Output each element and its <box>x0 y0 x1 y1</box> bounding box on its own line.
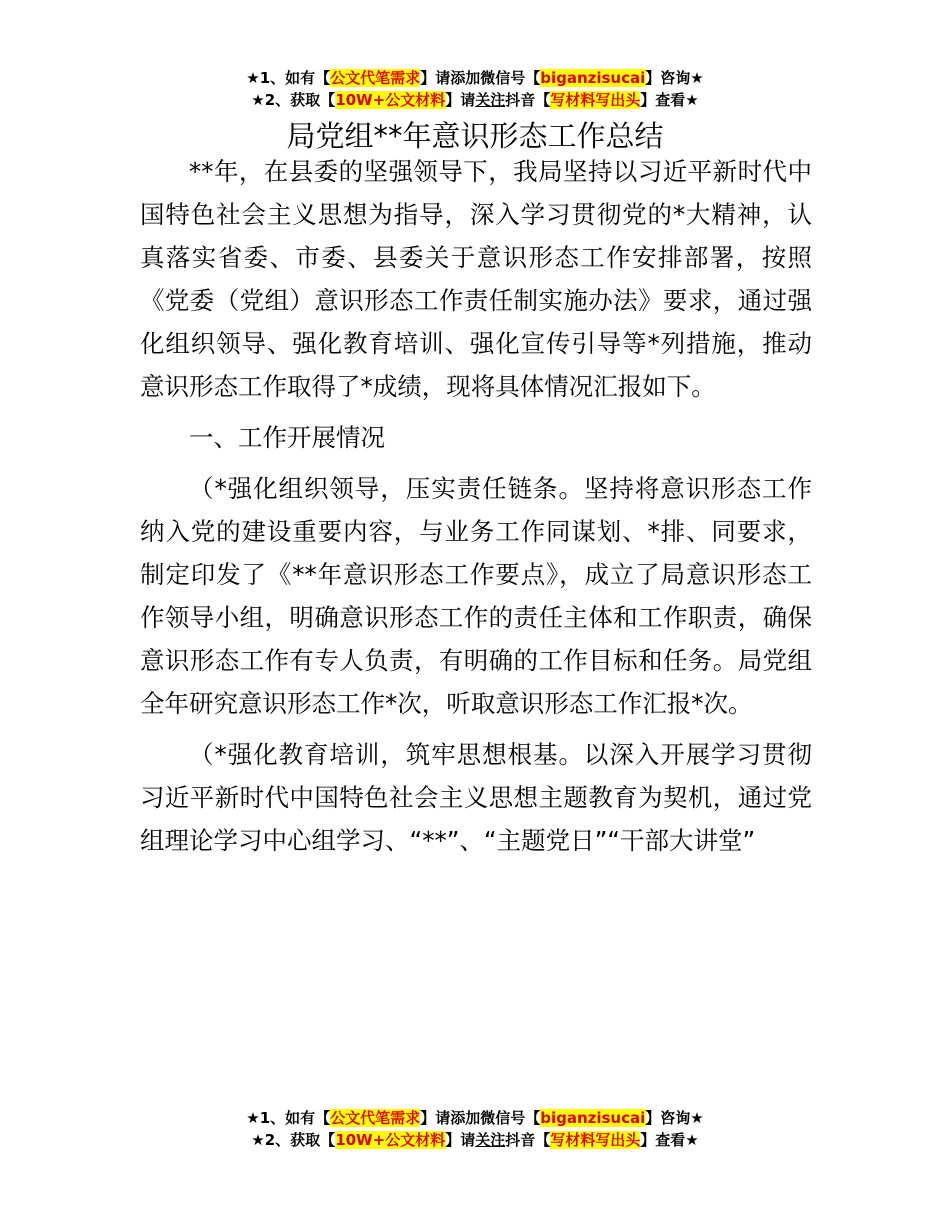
header-notice-line-2: ★2、获取【10W+公文材料】请关注抖音【写材料写出头】查看★ <box>251 91 699 109</box>
underline-follow: 关注 <box>475 1131 506 1149</box>
paragraph-organization: （*强化组织领导，压实责任链条。坚持将意识形态工作纳入党的建设重要内容，与业务工作同谋划、*排、同要求，制定印发了《**年意识形态工作要点》，成立了局意识形态工作领导小组，明确意识形态工作的责任主体和工作职责，确保意识形态工作有专人负责，有明确的工作目标和任务。局党组全年研究意识形态工作*次，听取意识形态工作汇报*次。 <box>140 474 812 718</box>
highlight-wechat-id: biganzisucai <box>540 1109 646 1127</box>
highlight-douyin-account: 写材料写出头 <box>550 1131 641 1149</box>
header-notice <box>0 67 950 111</box>
intro-paragraph: **年，在县委的坚强领导下，我局坚持以习近平新时代中国特色社会主义思想为指导，深入学习贯彻党的*大精神，认真落实省委、市委、县委关于意识形态工作安排部署，按照《党委（党组）意识形态工作责任制实施办法》要求，通过强化组织领导、强化教育培训、强化宣传引导等*列措施，推动意识形态工作取得了*成绩，现将具体情况汇报如下。 <box>140 157 812 401</box>
highlight-materials: 10W+公文材料 <box>335 91 446 109</box>
document-title: 局党组**年意识形态工作总结 <box>286 119 664 153</box>
section-heading: 一、工作开展情况 <box>189 423 385 452</box>
highlight-materials: 10W+公文材料 <box>335 1131 446 1149</box>
paragraph-education: （*强化教育培训，筑牢思想根基。以深入开展学习贯彻习近平新时代中国特色社会主义思想主题教育为契机，通过党组理论学习中心组学习、“**”、“主题党日”“干部大讲堂” <box>140 740 812 855</box>
footer-notice <box>0 1107 950 1151</box>
highlight-ghostwriting: 公文代笔需求 <box>330 69 421 87</box>
underline-follow: 关注 <box>475 91 506 109</box>
header-notice-line-1: ★1、如有【公文代笔需求】请添加微信号【biganzisucai】咨询★ <box>246 69 704 87</box>
highlight-wechat-id: biganzisucai <box>540 69 646 87</box>
highlight-ghostwriting: 公文代笔需求 <box>330 1109 421 1127</box>
footer-notice-line-1: ★1、如有【公文代笔需求】请添加微信号【biganzisucai】咨询★ <box>246 1109 704 1127</box>
footer-notice-line-2: ★2、获取【10W+公文材料】请关注抖音【写材料写出头】查看★ <box>251 1131 699 1149</box>
highlight-douyin-account: 写材料写出头 <box>550 91 641 109</box>
document-body <box>140 150 812 870</box>
